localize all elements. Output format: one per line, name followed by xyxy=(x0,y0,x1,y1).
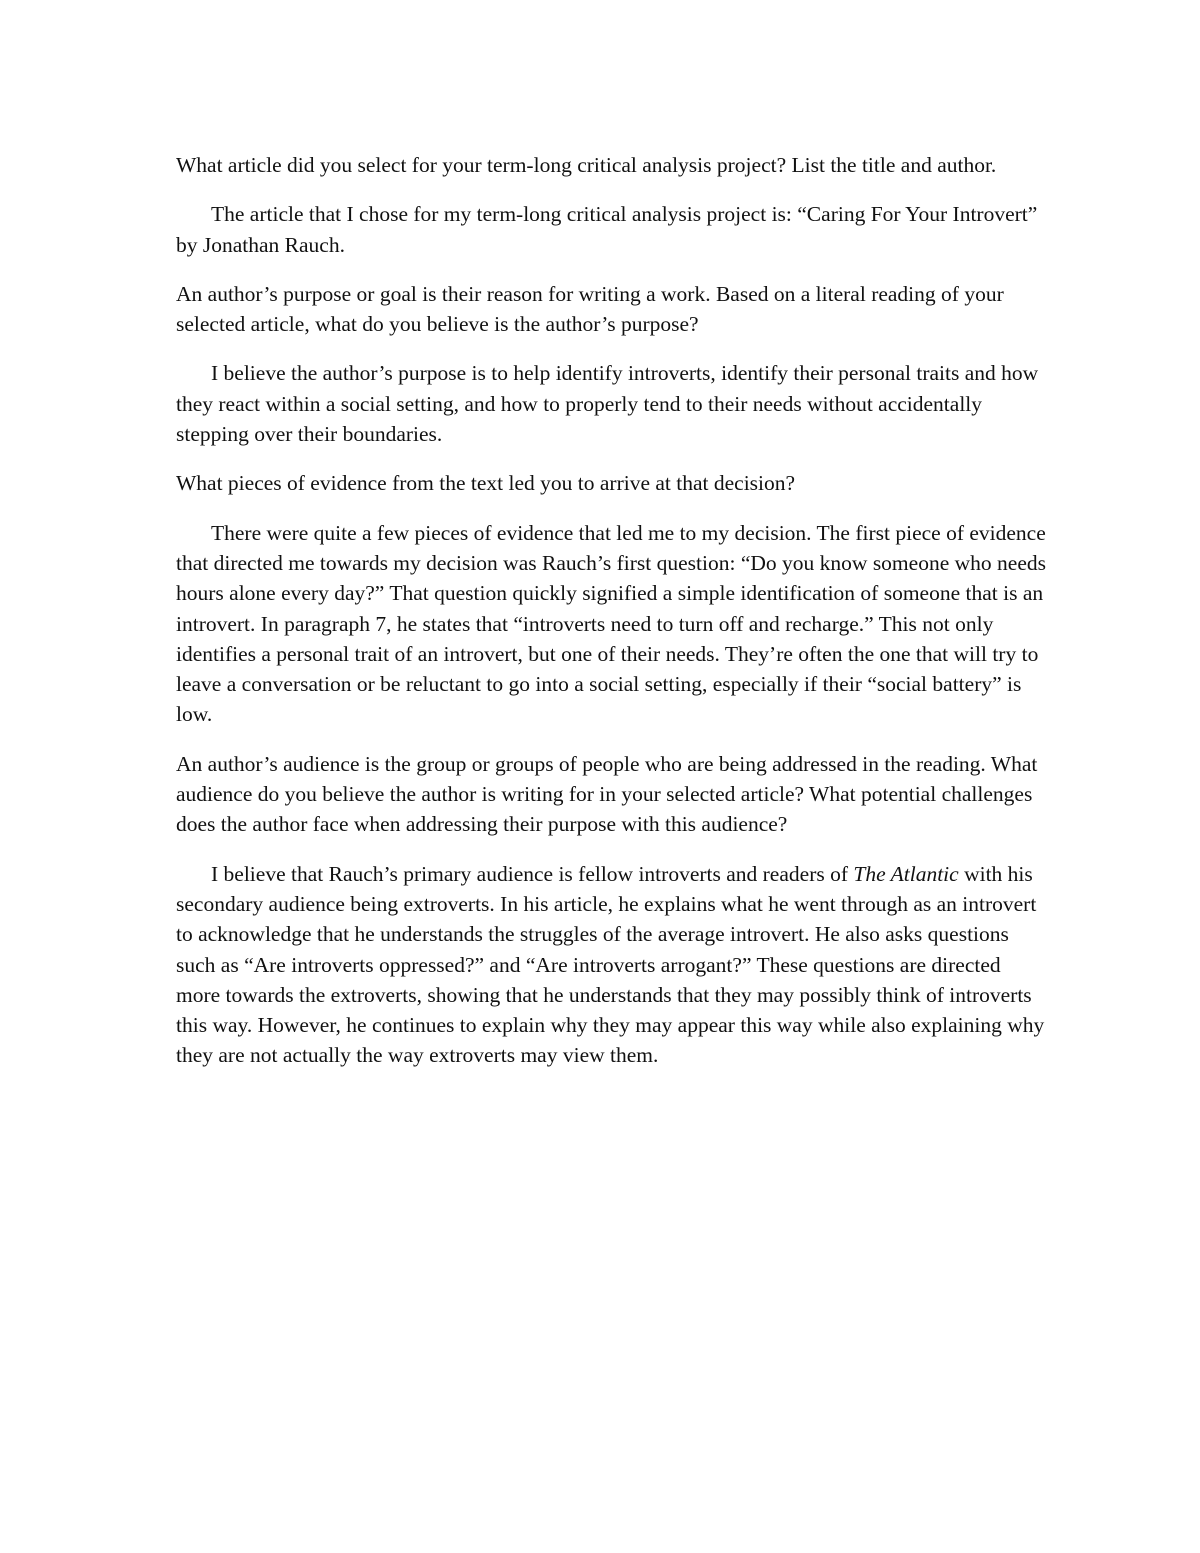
publication-title: The Atlantic xyxy=(853,861,959,886)
answer-4-text-start: I believe that Rauch’s primary audience is fellow introverts and readers of xyxy=(211,861,854,886)
document-body xyxy=(176,150,1046,1090)
answer-4-text-end: with his secondary audience being extroverts. In his article, he explains what he went through as an introvert to acknowledge that he understands the struggles of the average introvert. He also asks questions such as “Are introverts oppressed?” and “Are introverts arrogant?” These questions are directed more towards the extroverts, showing that he understands that they may possibly think of introverts this way. However, he continues to explain why they may appear this way while also explaining why they are not actually the way extroverts may view them. xyxy=(176,861,1045,1068)
answer-4 xyxy=(176,859,1046,1071)
answer-3: There were quite a few pieces of evidence that led me to my decision. The first piece of evidence that directed me towards my decision was Rauch’s first question: “Do you know someone who needs hours alone every day?” That question quickly signified a simple identification of someone that is an introvert. In paragraph 7, he states that “introverts need to turn off and recharge.” This not only identifies a personal trait of an introvert, but one of their needs. They’re often the one that will try to leave a conversation or be reluctant to go into a social setting, especially if their “social battery” is low. xyxy=(176,520,1046,727)
question-4: An author’s audience is the group or groups of people who are being addressed in the reading. What audience do you believe the author is writing for in your selected article? What potential challenges does the author face when addressing their purpose with this audience? xyxy=(176,751,1038,837)
question-3: What pieces of evidence from the text led you to arrive at that decision? xyxy=(176,471,796,496)
answer-1: The article that I chose for my term-long critical analysis project is: “Caring For Your Introvert” by Jonathan Rauch. xyxy=(176,202,1038,257)
question-2: An author’s purpose or goal is their reason for writing a work. Based on a literal reading of your selected article, what do you believe is the author’s purpose? xyxy=(176,281,1004,337)
question-1: What article did you select for your term-long critical analysis project? List the title and author. xyxy=(176,153,997,177)
answer-2: I believe the author’s purpose is to help identify introverts, identify their personal traits and how they react within a social setting, and how to properly tend to their needs without accidentally stepping over their boundaries. xyxy=(176,361,1039,447)
